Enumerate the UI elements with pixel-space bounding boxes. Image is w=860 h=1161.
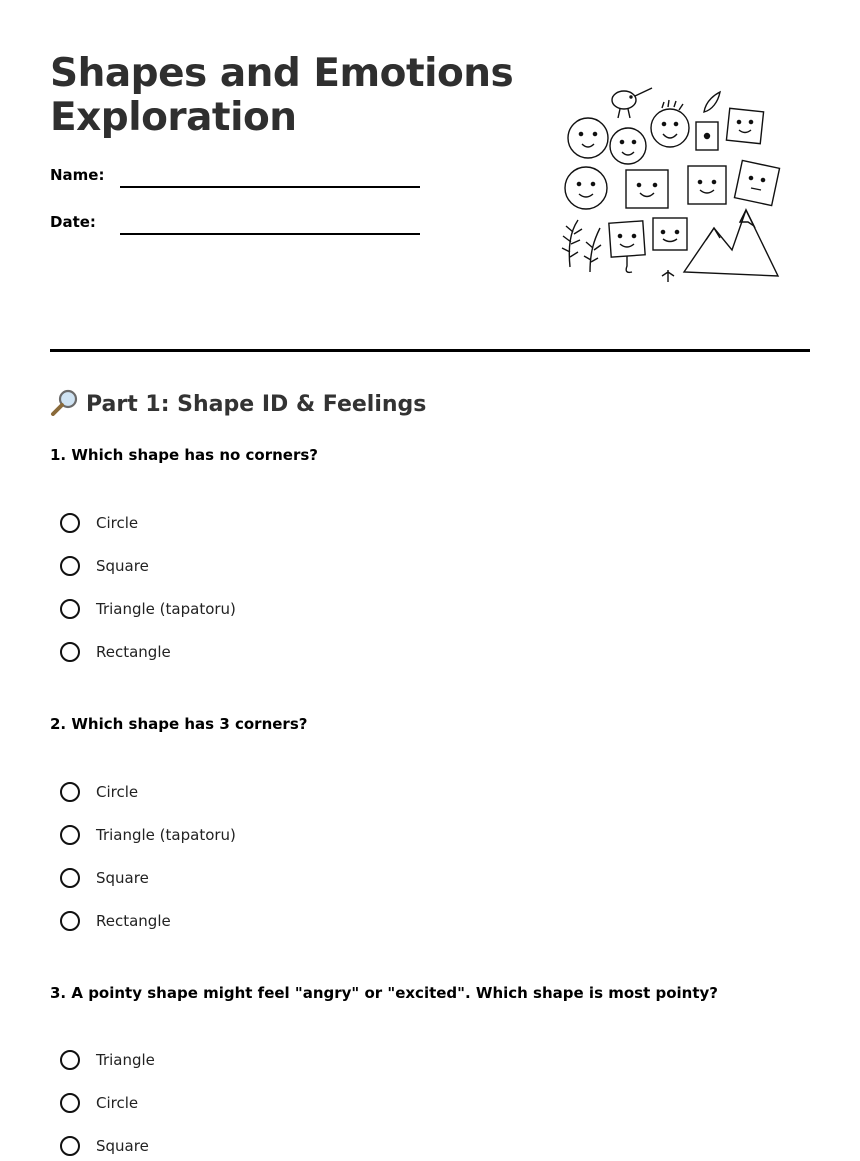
question-3: 3. A pointy shape might feel "angry" or "excited". Which shape is most pointy? [50,984,718,1002]
q1-option-rectangle[interactable] [60,639,171,665]
option-label: Triangle (tapatoru) [96,826,236,844]
q2-option-triangle[interactable] [60,822,236,848]
name-field[interactable] [120,186,420,188]
name-label: Name: [50,166,105,184]
q2-option-square[interactable] [60,865,149,891]
option-label: Triangle (tapatoru) [96,600,236,618]
option-label: Rectangle [96,643,171,661]
q3-option-triangle[interactable] [60,1047,155,1073]
section-heading [50,388,426,421]
option-label: Square [96,1137,149,1155]
q3-option-circle[interactable] [60,1090,138,1116]
magnifying-glass-icon [50,388,80,416]
radio-button[interactable] [60,868,80,888]
option-label: Square [96,557,149,575]
worksheet-title [50,52,513,140]
question-2: 2. Which shape has 3 corners? [50,715,308,733]
radio-button[interactable] [60,599,80,619]
shape-characters-illustration [556,82,786,294]
q1-option-triangle[interactable] [60,596,236,622]
option-label: Circle [96,1094,139,1112]
radio-button[interactable] [60,782,80,802]
section-divider [50,349,810,352]
radio-button[interactable] [60,556,80,576]
question-1: 1. Which shape has no corners? [50,446,319,464]
title-line-1: Shapes and Emotions [50,51,514,96]
q2-option-circle[interactable] [60,779,138,805]
q3-option-square[interactable] [60,1133,149,1159]
radio-button[interactable] [60,642,80,662]
date-field[interactable] [120,233,420,235]
q2-option-rectangle[interactable] [60,908,171,934]
section-title: Part 1: Shape ID & Feelings [86,392,427,417]
radio-button[interactable] [60,1093,80,1113]
radio-button[interactable] [60,1050,80,1070]
q1-option-square[interactable] [60,553,149,579]
radio-button[interactable] [60,911,80,931]
radio-button[interactable] [60,1136,80,1156]
date-label: Date: [50,213,96,231]
radio-button[interactable] [60,513,80,533]
radio-button[interactable] [60,825,80,845]
option-label: Square [96,869,149,887]
circle-face-icon [568,118,608,158]
option-label: Circle [96,783,139,801]
q1-option-circle[interactable] [60,510,138,536]
option-label: Triangle [96,1051,155,1069]
option-label: Rectangle [96,912,171,930]
title-line-2: Exploration [50,95,297,140]
option-label: Circle [96,514,139,532]
